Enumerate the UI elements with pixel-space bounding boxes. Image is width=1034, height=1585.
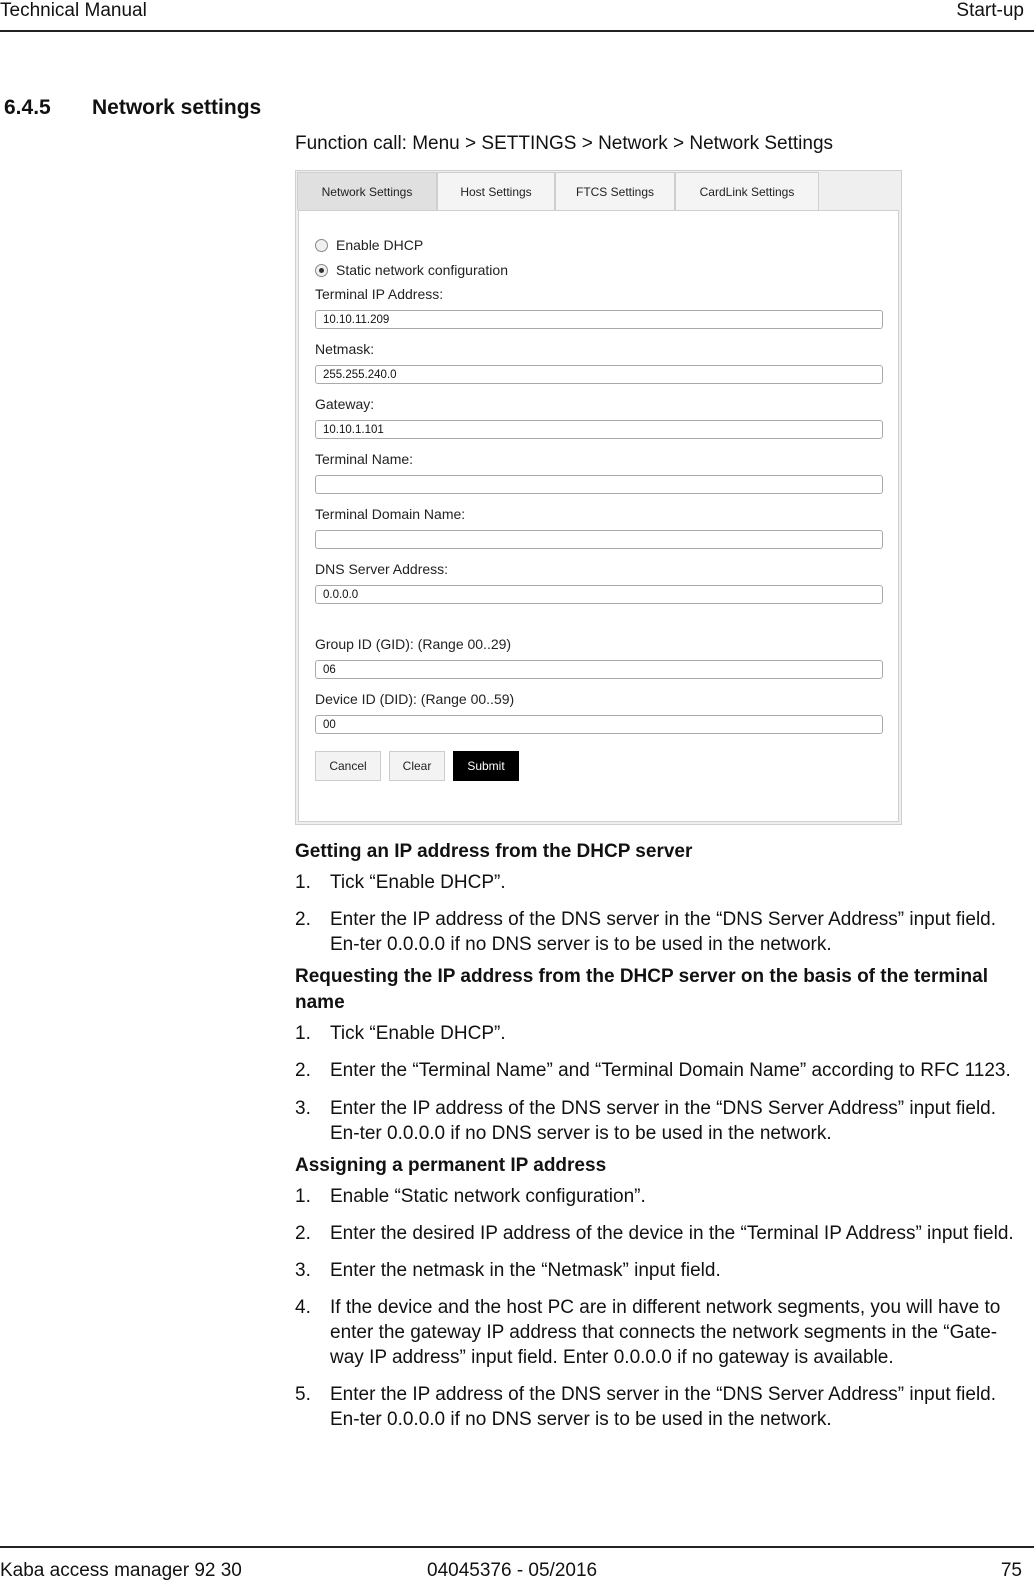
list-item: 3. Enter the IP address of the DNS server in the “DNS Server Address” input field. En-ter 0.0.0.0 if no DNS server is to be used in the network. [295, 1098, 997, 1144]
terminal-name-label: Terminal Name: [315, 451, 414, 467]
network-settings-screenshot [295, 170, 902, 825]
function-call-path: Function call: Menu > SETTINGS > Network > Network Settings [295, 133, 834, 154]
list-item: 5. Enter the IP address of the DNS server in the “DNS Server Address” input field. En-ter 0.0.0.0 if no DNS server is to be used in the network. [295, 1384, 997, 1430]
header-manual-title: Technical Manual [0, 0, 147, 21]
domain-name-input[interactable] [315, 530, 883, 549]
list-item: 4. If the device and the host PC are in different network segments, you will have to enter the gateway IP address that connects the network segments in the “Gate-way IP address” input field. Enter 0.0.0.0 if no gateway is available. [295, 1297, 1001, 1368]
enable-dhcp-label: Enable DHCP [336, 237, 424, 253]
cancel-button[interactable]: Cancel [315, 751, 381, 781]
dhcp-terminal-name-heading: Requesting the IP address from the DHCP server on the basis of the terminal name [295, 966, 988, 1013]
tab-ftcs-settings[interactable]: FTCS Settings [555, 172, 675, 210]
footer-doc-number: 04045376 - 05/2016 [427, 1560, 598, 1581]
device-id-label: Device ID (DID): (Range 00..59) [315, 691, 515, 707]
permanent-ip-heading: Assigning a permanent IP address [295, 1155, 607, 1176]
enable-dhcp-option[interactable] [315, 237, 423, 253]
list-item: 3. Enter the netmask in the “Netmask” input field. [295, 1260, 721, 1281]
list-item: 2. Enter the “Terminal Name” and “Terminal Domain Name” according to RFC 1123. [295, 1060, 1011, 1081]
gateway-input[interactable]: 10.10.1.101 [315, 420, 883, 439]
footer-product: Kaba access manager 92 30 [0, 1560, 242, 1581]
submit-button[interactable]: Submit [453, 751, 519, 781]
static-config-label: Static network configuration [336, 262, 508, 278]
settings-tabs [297, 172, 819, 210]
domain-name-label: Terminal Domain Name: [315, 506, 466, 522]
tab-host-settings[interactable]: Host Settings [437, 172, 555, 210]
section-title: Network settings [92, 96, 262, 119]
footer-page-number: 75 [1000, 1560, 1022, 1581]
device-id-input[interactable]: 00 [315, 715, 883, 734]
page-header [0, 0, 1034, 32]
netmask-label: Netmask: [315, 341, 375, 357]
netmask-input[interactable]: 255.255.240.0 [315, 365, 883, 384]
network-settings-form [298, 210, 899, 822]
clear-button[interactable]: Clear [389, 751, 445, 781]
dns-server-label: DNS Server Address: [315, 561, 449, 577]
dhcp-heading: Getting an IP address from the DHCP server [295, 841, 693, 862]
list-item: 1. Enable “Static network configuration”. [295, 1186, 646, 1207]
list-item: 1. Tick “Enable DHCP”. [295, 872, 506, 893]
list-item: 2. Enter the desired IP address of the device in the “Terminal IP Address” input field. [295, 1223, 1014, 1244]
dns-server-input[interactable]: 0.0.0.0 [315, 585, 883, 604]
static-config-option[interactable] [315, 262, 508, 278]
static-config-radio[interactable] [315, 264, 328, 277]
terminal-name-input[interactable] [315, 475, 883, 494]
header-chapter: Start-up [956, 0, 1024, 21]
section-number: 6.4.5 [4, 96, 51, 119]
tab-cardlink-settings[interactable]: CardLink Settings [675, 172, 819, 210]
list-item: 2. Enter the IP address of the DNS server in the “DNS Server Address” input field. En-ter 0.0.0.0 if no DNS server is to be used in the network. [295, 909, 997, 955]
list-item: 1. Tick “Enable DHCP”. [295, 1023, 506, 1044]
group-id-label: Group ID (GID): (Range 00..29) [315, 636, 512, 652]
terminal-ip-input[interactable]: 10.10.11.209 [315, 310, 883, 329]
terminal-ip-label: Terminal IP Address: [315, 286, 444, 302]
enable-dhcp-radio[interactable] [315, 239, 328, 252]
gateway-label: Gateway: [315, 396, 375, 412]
group-id-input[interactable]: 06 [315, 660, 883, 679]
tab-network-settings[interactable]: Network Settings [297, 172, 437, 210]
